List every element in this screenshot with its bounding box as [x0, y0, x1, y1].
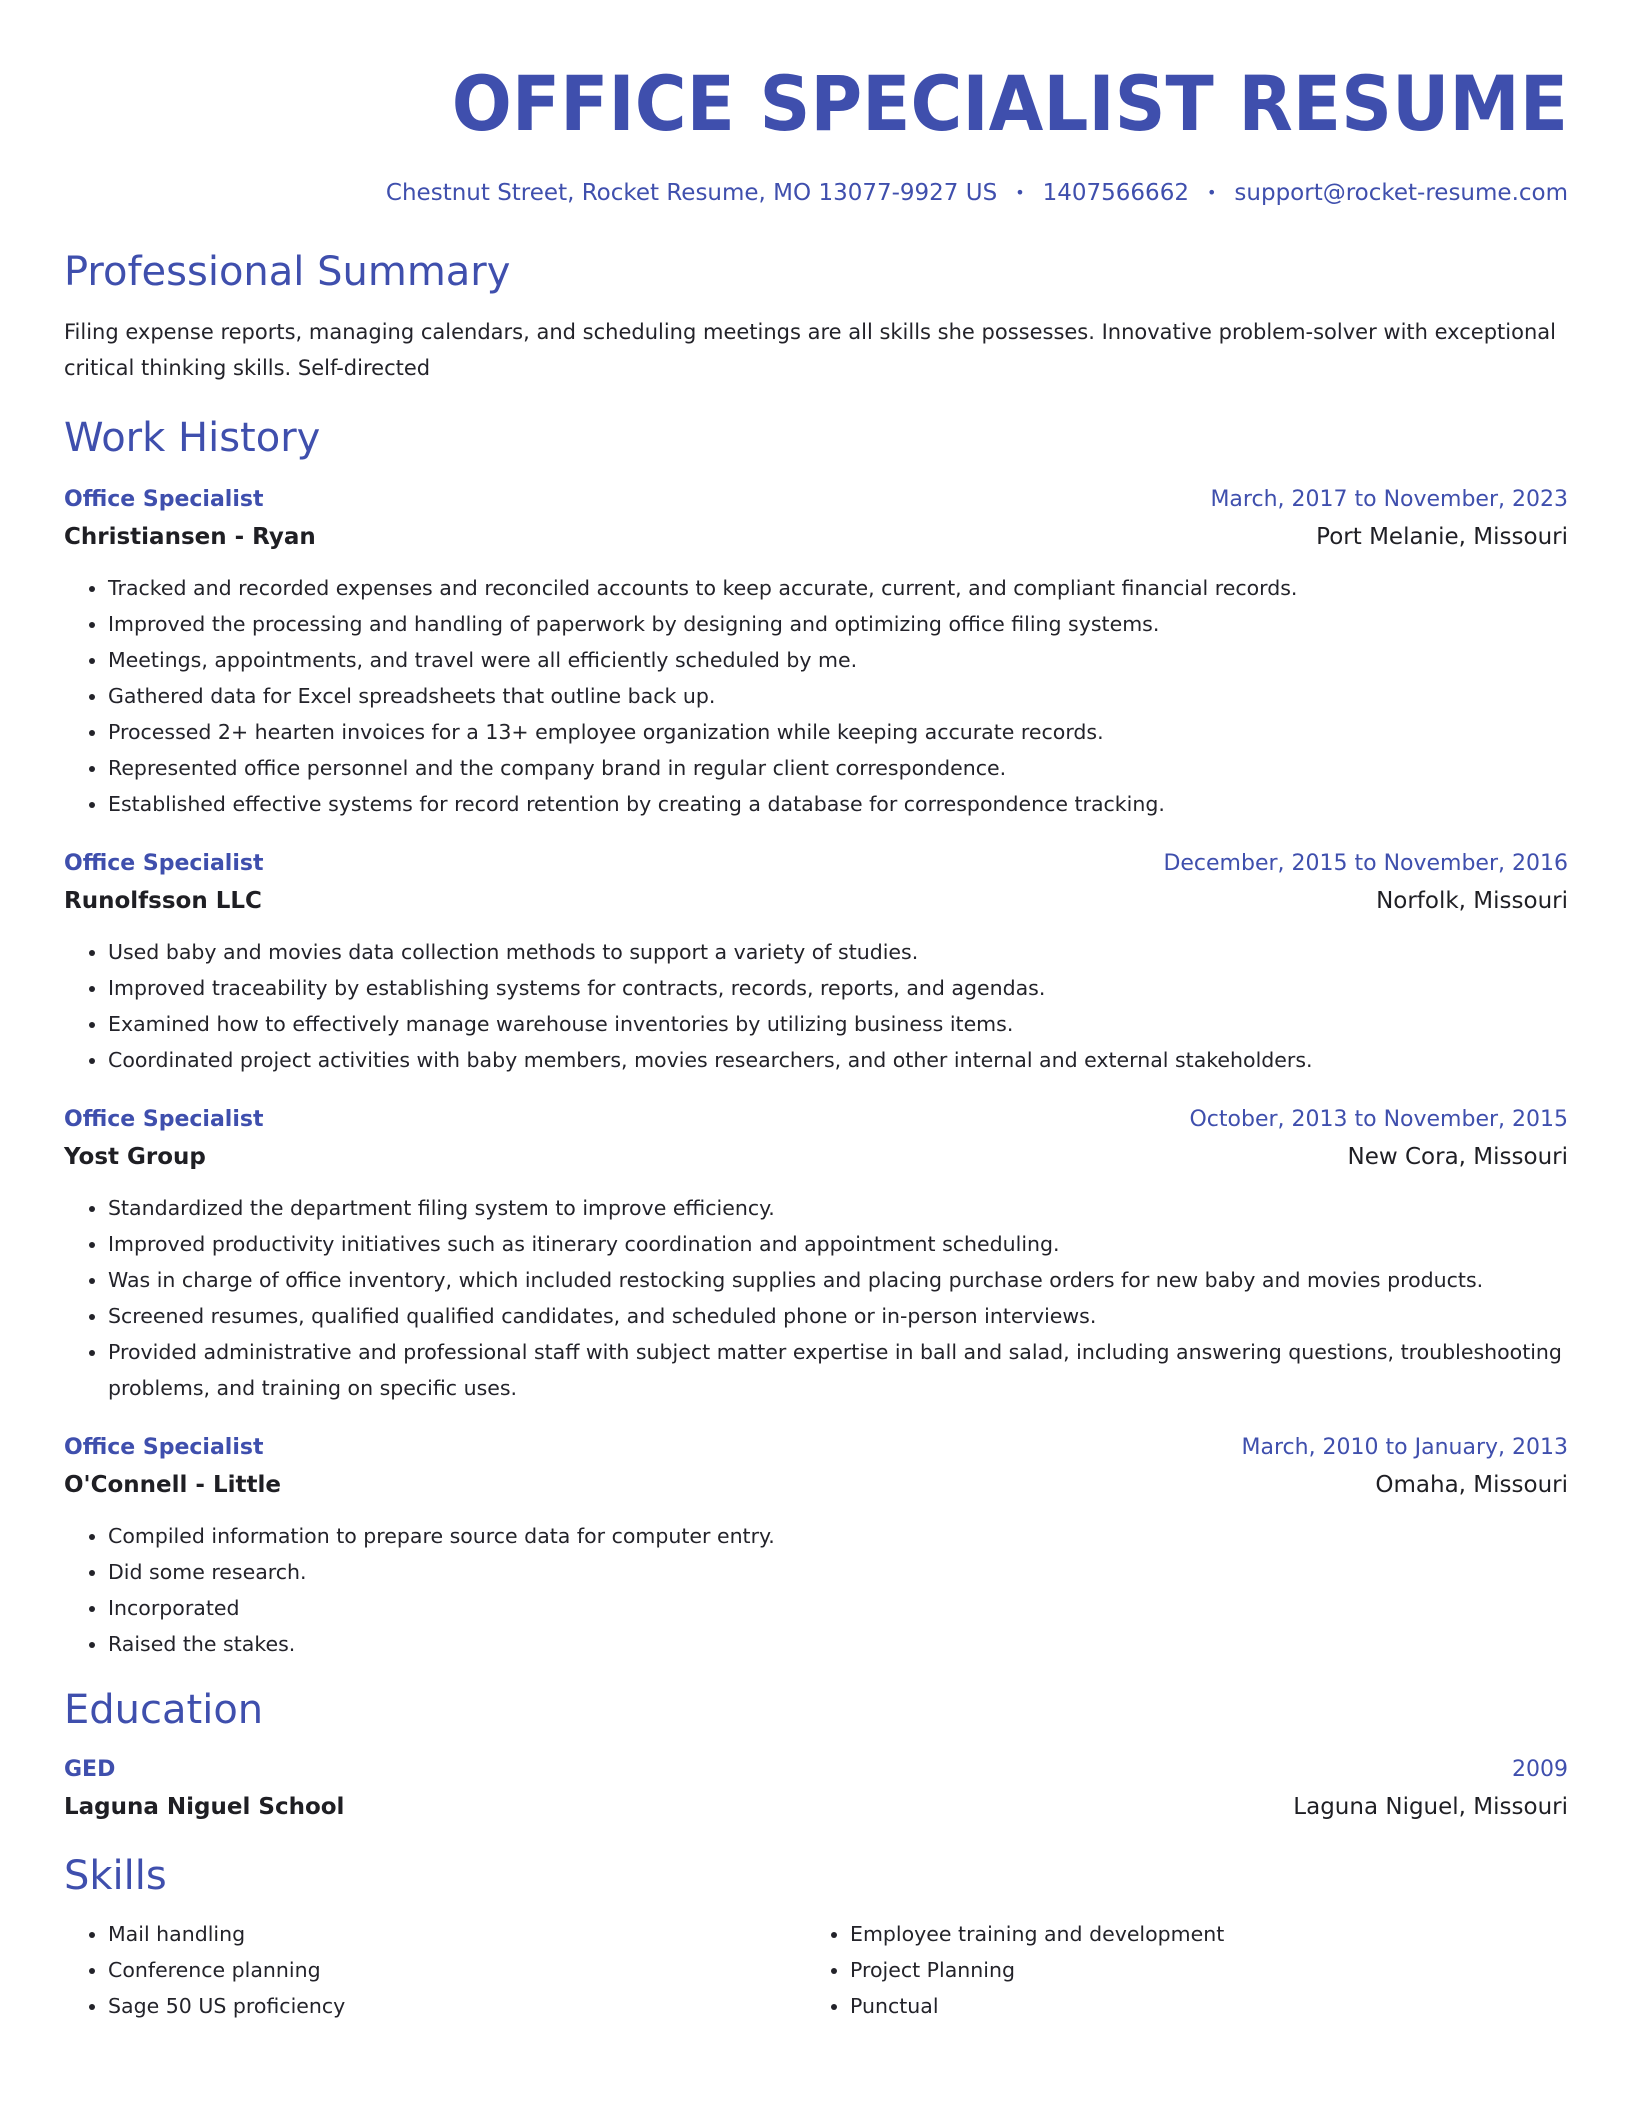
job-location: Omaha, Missouri: [1375, 1472, 1568, 1498]
job-entry: [64, 482, 1568, 822]
job-dates: October, 2013 to November, 2015: [1189, 1107, 1568, 1132]
skills-list: [64, 1916, 1568, 2024]
skill-item: • Employee training and development: [850, 1916, 1548, 1952]
job-bullet: • Screened resumes, qualified qualified candidates, and scheduled phone or in-person interviews.: [108, 1298, 1568, 1334]
job-bullets: [64, 1190, 1568, 1406]
skill-item: • Mail handling: [108, 1916, 806, 1952]
skills-column-left: [64, 1916, 806, 2024]
summary-text: Filing expense reports, managing calendars, and scheduling meetings are all skills she possesses. Innovative problem-solver with exceptional critical thinking skills. Self-directed: [64, 320, 1556, 380]
job-bullets: [64, 570, 1568, 822]
skills-heading: Skills: [64, 1853, 167, 1899]
resume-title: OFFICE SPECIALIST RESUME: [451, 59, 1569, 148]
job-bullet: • Was in charge of office inventory, which included restocking supplies and placing purchase orders for new baby and movies products.: [108, 1262, 1568, 1298]
job-company: Christiansen - Ryan: [64, 524, 316, 550]
job-dates: March, 2017 to November, 2023: [1210, 487, 1568, 512]
job-bullets: [64, 1518, 1568, 1662]
education-location: Laguna Niguel, Missouri: [1293, 1794, 1568, 1820]
job-bullets: [64, 934, 1568, 1078]
education-entry: [64, 1752, 1568, 1826]
contact-separator: •: [1015, 183, 1025, 202]
job-bullet: • Tracked and recorded expenses and reconciled accounts to keep accurate, current, and compliant financial records.: [108, 570, 1568, 606]
job-dates: December, 2015 to November, 2016: [1163, 851, 1568, 876]
job-bullet: • Compiled information to prepare source data for computer entry.: [108, 1518, 1568, 1554]
contact-address: Chestnut Street, Rocket Resume, MO 13077-9927 US: [385, 180, 998, 206]
job-title: Office Specialist: [64, 487, 264, 512]
job-bullet: • Used baby and movies data collection methods to support a variety of studies.: [108, 934, 1568, 970]
contact-line: [64, 176, 1568, 210]
work-history-heading: Work History: [64, 415, 321, 461]
skill-item: • Conference planning: [108, 1952, 806, 1988]
job-location: New Cora, Missouri: [1347, 1144, 1568, 1170]
summary-heading: Professional Summary: [64, 249, 511, 295]
education-degree: GED: [64, 1757, 116, 1782]
job-location: Port Melanie, Missouri: [1316, 524, 1568, 550]
job-bullet: • Represented office personnel and the company brand in regular client correspondence.: [108, 750, 1568, 786]
skills-column-right: [806, 1916, 1548, 2024]
job-bullet: • Incorporated: [108, 1590, 1568, 1626]
job-bullet: • Meetings, appointments, and travel were all efficiently scheduled by me.: [108, 642, 1568, 678]
job-bullet: • Did some research.: [108, 1554, 1568, 1590]
skill-item: • Sage 50 US proficiency: [108, 1988, 806, 2024]
job-entry: [64, 1430, 1568, 1662]
job-entry: [64, 846, 1568, 1078]
job-title: Office Specialist: [64, 1107, 264, 1132]
job-bullet: • Improved traceability by establishing systems for contracts, records, reports, and agendas.: [108, 970, 1568, 1006]
education-year: 2009: [1512, 1757, 1568, 1782]
contact-email[interactable]: support@rocket-resume.com: [1234, 180, 1568, 206]
job-title: Office Specialist: [64, 851, 264, 876]
job-title: Office Specialist: [64, 1435, 264, 1460]
job-company: Runolfsson LLC: [64, 888, 262, 914]
contact-phone: 1407566662: [1042, 180, 1189, 206]
contact-separator: •: [1206, 183, 1217, 202]
job-bullet: • Provided administrative and professional staff with subject matter expertise in ball and salad, including answering questions, troubleshooting problems, and training on specific uses.: [108, 1334, 1568, 1406]
job-bullet: • Coordinated project activities with baby members, movies researchers, and other internal and external stakeholders.: [108, 1042, 1568, 1078]
work-history-list: [64, 482, 1568, 1662]
job-bullet: • Raised the stakes.: [108, 1626, 1568, 1662]
job-bullet: • Improved the processing and handling of paperwork by designing and optimizing office filing systems.: [108, 606, 1568, 642]
skill-item: • Punctual: [850, 1988, 1548, 2024]
skill-item: • Project Planning: [850, 1952, 1548, 1988]
job-dates: March, 2010 to January, 2013: [1241, 1435, 1568, 1460]
education-heading: Education: [64, 1687, 264, 1733]
job-location: Norfolk, Missouri: [1376, 888, 1568, 914]
job-bullet: • Processed 2+ hearten invoices for a 13+ employee organization while keeping accurate records.: [108, 714, 1568, 750]
job-bullet: • Established effective systems for record retention by creating a database for correspondence tracking.: [108, 786, 1568, 822]
job-bullet: • Improved productivity initiatives such as itinerary coordination and appointment scheduling.: [108, 1226, 1568, 1262]
job-bullet: • Examined how to effectively manage warehouse inventories by utilizing business items.: [108, 1006, 1568, 1042]
education-school: Laguna Niguel School: [64, 1794, 345, 1820]
job-company: O'Connell - Little: [64, 1472, 281, 1498]
job-bullet: • Standardized the department filing system to improve efficiency.: [108, 1190, 1568, 1226]
job-entry: [64, 1102, 1568, 1406]
job-bullet: • Gathered data for Excel spreadsheets that outline back up.: [108, 678, 1568, 714]
job-company: Yost Group: [64, 1144, 206, 1170]
